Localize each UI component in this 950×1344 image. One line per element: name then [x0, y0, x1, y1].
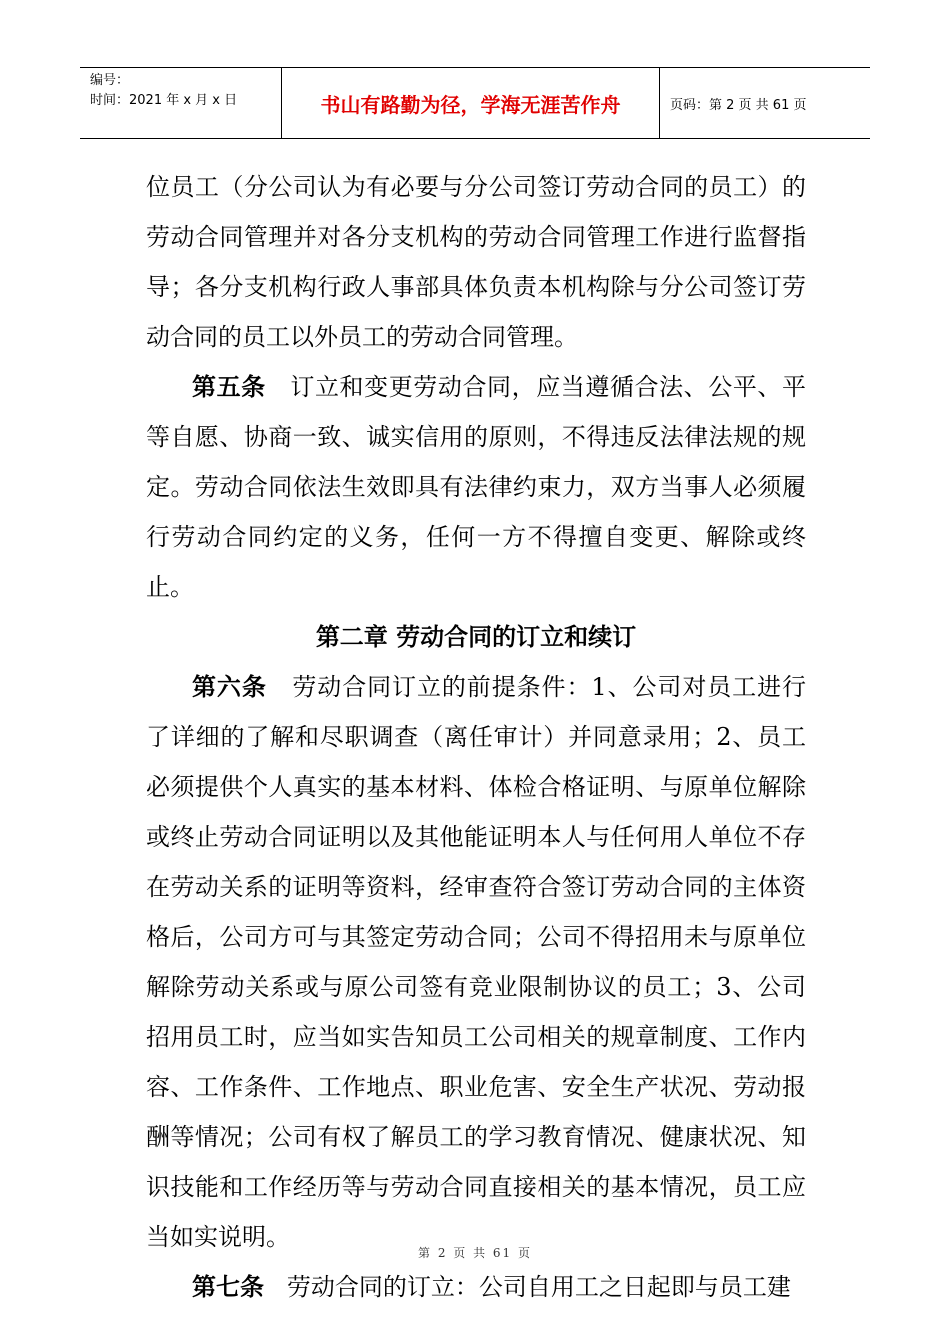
article-7-label: 第七条 [192, 1273, 264, 1301]
article-5-text: 订立和变更劳动合同，应当遵循合法、公平、平等自愿、协商一致、诚实信用的原则，不得违反法律法规的规定。劳动合同依法生效即具有法律约束力，双方当事人必须履行劳动合同约定的义务，任何一方不得擅自变更、解除或终止。 [146, 373, 807, 601]
article-5-label: 第五条 [192, 373, 266, 401]
page-header [80, 67, 870, 139]
article-7-text: 劳动合同的订立：公司自用工之日起即与员工建 [286, 1273, 791, 1301]
page-footer: 第 2 页 共 61 页 [418, 1246, 532, 1260]
article-6-label: 第六条 [192, 673, 267, 701]
article-6-text: 劳动合同订立的前提条件：1、公司对员工进行了详细的了解和尽职调查（离任审计）并同意录用；2、员工必须提供个人真实的基本材料、体检合格证明、与原单位解除或终止劳动合同证明以及其他能证明本人与任何用人单位不存在劳动关系的证明等资料，经审查符合签订劳动合同的主体资格后，公司方可与其签定劳动合同；公司不得招用未与原单位解除劳动关系或与原公司签有竞业限制协议的员工；3、公司招用员工时，应当如实告知员工公司相关的规章制度、工作内容、工作条件、工作地点、职业危害、安全生产状况、劳动报酬等情况；公司有权了解员工的学习教育情况、健康状况、知识技能和工作经历等与劳动合同直接相关的基本情况，员工应当如实说明。 [146, 673, 806, 1251]
header-page-info: 页码：第 2 页 共 61 页 [670, 97, 807, 113]
document-body [146, 162, 806, 1312]
document-time-label: 时间：2021 年 x 月 x 日 [90, 93, 238, 108]
header-motto: 书山有路勤为径，学海无涯苦作舟 [282, 68, 660, 138]
document-number-label: 编号： [90, 73, 130, 88]
article-6 [146, 662, 806, 1262]
chapter-heading: 第二章 劳动合同的订立和续订 [315, 623, 637, 651]
article-7 [146, 1262, 806, 1312]
article-5 [146, 362, 806, 612]
header-meta-cell [80, 68, 282, 138]
paragraph-continued: 位员工（分公司认为有必要与分公司签订劳动合同的员工）的劳动合同管理并对各分支机构的劳动合同管理工作进行监督指导；各分支机构行政人事部具体负责本机构除与分公司签订劳动合同的员工以外员工的劳动合同管理。 [146, 173, 806, 351]
